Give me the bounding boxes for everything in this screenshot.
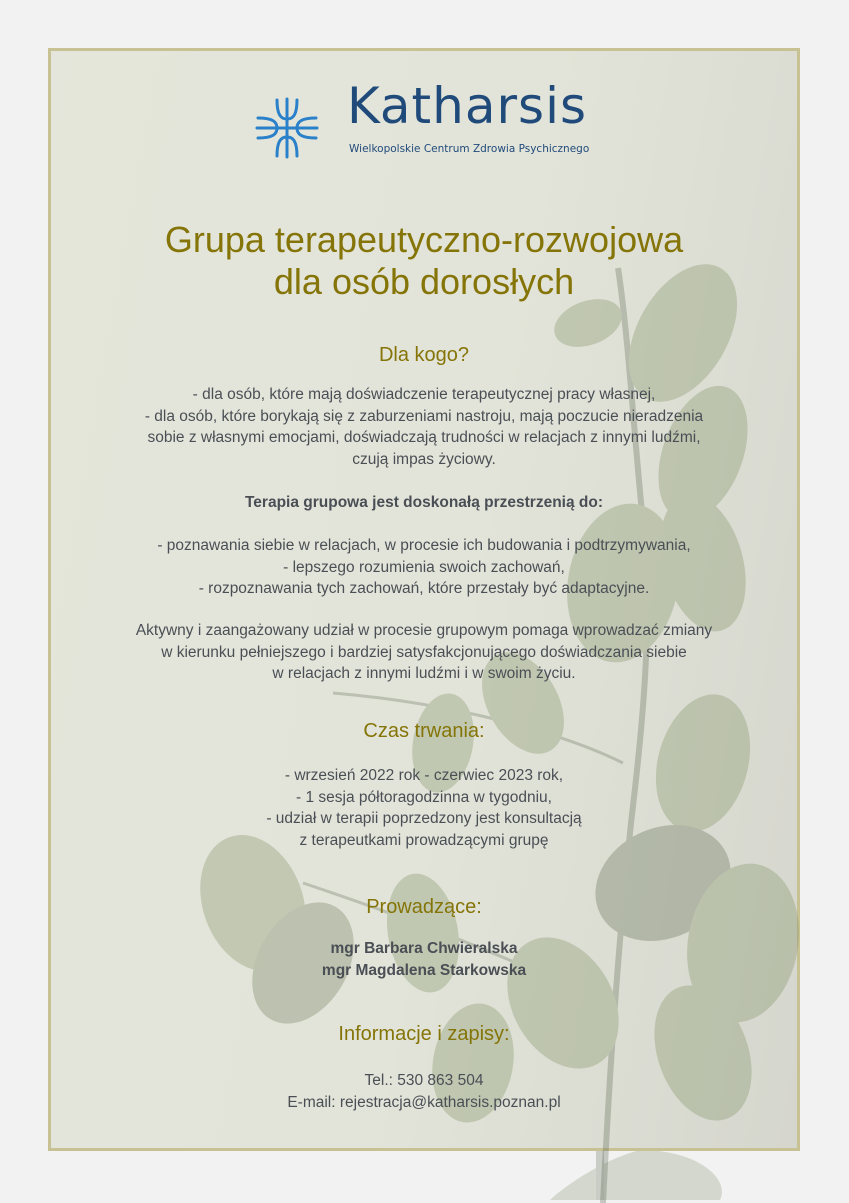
group-therapy-lead: Terapia grupowa jest doskonałą przestrzenią do: [244,494,603,511]
title-line-1: Grupa terapeutyczno-rozwojowa [164,219,684,260]
duration-line: - 1 sesja półtoragodzinna w tygodniu, [296,788,552,806]
for-whom-line: - dla osób, które borykają się z zaburzeniami nastroju, mają poczucie nieradzenia [144,407,704,425]
group-therapy-line: - poznawania siebie w relacjach, w procesie ich budowania i podtrzymywania, [157,537,691,554]
for-whom-line: czują impas życiowy. [352,450,496,468]
for-whom-line: sobie z własnymi emocjami, doświadczają trudności w relacjach z innymi ludźmi, [147,429,701,446]
psi-cross-icon [255,97,319,159]
leader-name: mgr Barbara Chwieralska [330,940,518,957]
group-therapy-line: - rozpoznawania tych zachowań, które przestały być adaptacyjne. [198,580,650,597]
heading-duration: Czas trwania: [363,720,485,742]
for-whom-line: - dla osób, które mają doświadczenie terapeutycznej pracy własnej, [192,386,656,403]
duration-line: - wrzesień 2022 rok - czerwiec 2023 rok, [284,767,564,784]
page-title [51,219,797,303]
logo-tagline: Wielkopolskie Centrum Zdrowia Psychicznego [349,143,590,155]
contact-phone[interactable]: Tel.: 530 863 504 [364,1072,484,1089]
group-therapy-line: - lepszego rozumienia swoich zachowań, [283,558,565,576]
title-line-2: dla osób dorosłych [273,261,575,302]
duration-line: - udział w terapii poprzedzony jest konsultacją [266,810,582,827]
logo-name: Katharsis [347,77,588,135]
katharsis-logo [255,77,615,171]
contact-email[interactable]: E-mail: rejestracja@katharsis.poznan.pl [287,1093,561,1111]
leader-name: mgr Magdalena Starkowska [321,961,527,979]
heading-leaders: Prowadzące: [366,896,482,918]
leaders-list [51,938,797,981]
for-whom-text [51,384,797,470]
group-therapy-list [51,535,797,600]
participation-line: w relacjach z innymi ludźmi i w swoim życiu. [272,665,576,682]
participation-line: w kierunku pełniejszego i bardziej satysfakcjonującego doświadczania siebie [161,643,687,661]
heading-for-whom: Dla kogo? [378,344,470,366]
contact-info [51,1070,797,1113]
participation-text [51,620,797,685]
duration-line: z terapeutkami prowadzącymi grupę [299,831,549,849]
poster-frame [48,48,800,1151]
duration-text [51,765,797,851]
participation-line: Aktywny i zaangażowany udział w procesie grupowym pomaga wprowadzać zmiany [135,622,713,639]
heading-contact: Informacje i zapisy: [338,1023,510,1045]
